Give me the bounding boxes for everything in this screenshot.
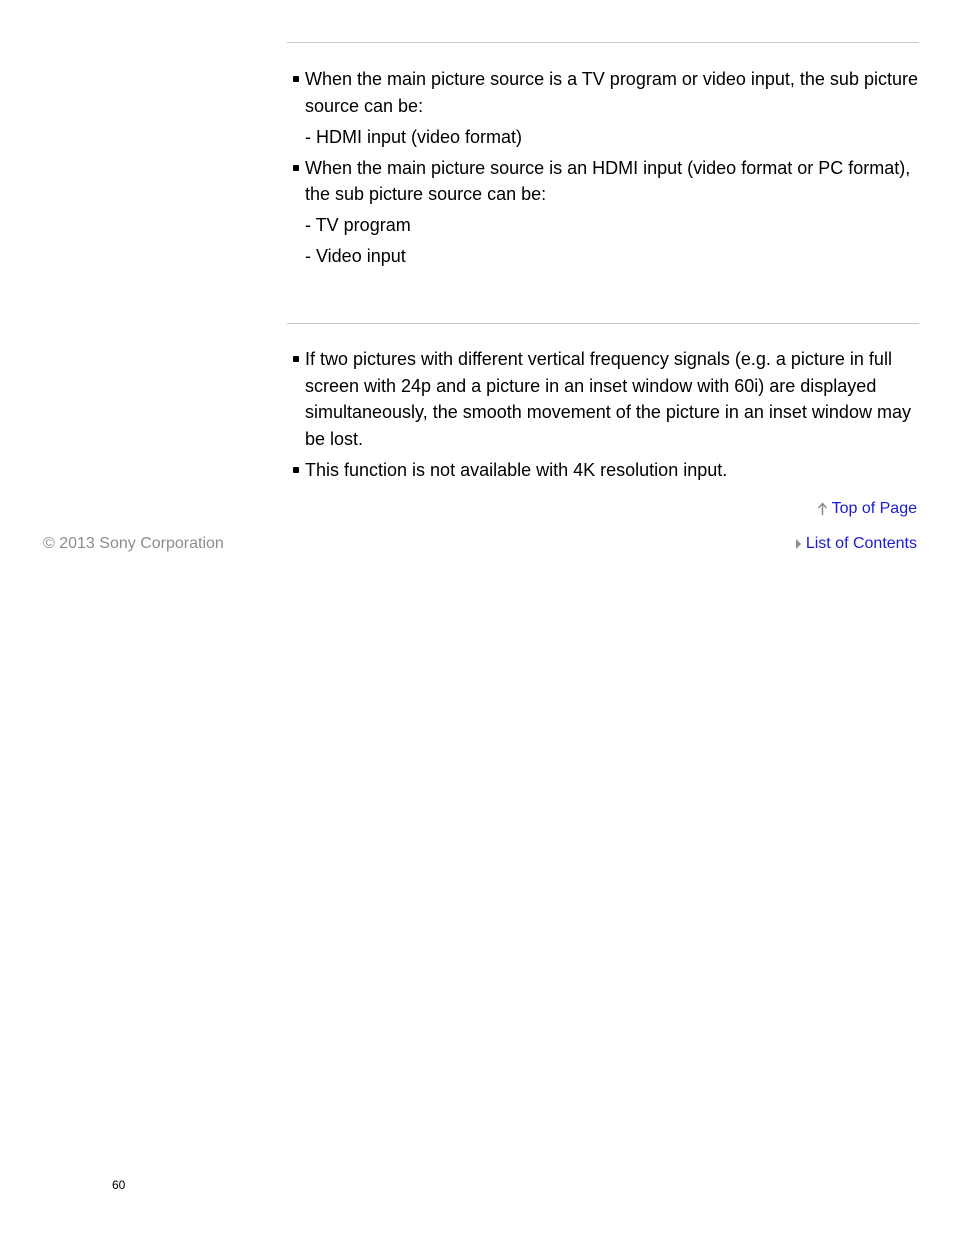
sub-list-item: - HDMI input (video format)	[305, 126, 523, 147]
list-item: When the main picture source is a TV program or video input, the sub picture source can be:	[287, 66, 919, 119]
page-number: 60	[112, 1178, 126, 1192]
list-of-contents-label[interactable]: List of Contents	[805, 535, 917, 552]
top-of-page-link[interactable]	[817, 499, 917, 519]
sub-list-item: - TV program	[305, 215, 411, 235]
right-triangle-icon	[795, 538, 802, 550]
list-item: When the main picture source is an HDMI input (video format or PC format), the sub picture source can be:	[287, 155, 919, 208]
copyright-text: © 2013 Sony Corporation	[43, 535, 224, 552]
top-of-page-label[interactable]: Top of Page	[831, 500, 917, 517]
list-item: This function is not available with 4K resolution input.	[287, 457, 919, 484]
bullet-icon	[293, 76, 299, 82]
list-of-contents-link[interactable]	[795, 534, 917, 554]
bullet-icon	[293, 467, 299, 473]
section-2-list	[287, 346, 919, 488]
section-1-list	[287, 66, 919, 274]
up-arrow-icon	[817, 502, 828, 516]
bullet-icon	[293, 356, 299, 362]
list-item: If two pictures with different vertical frequency signals (e.g. a picture in full screen with 24p and a picture in an inset window with 60i) are displayed simultaneously, the smooth movement of the picture in an inset window may be lost.	[287, 346, 919, 452]
section-divider-2	[287, 323, 919, 324]
section-divider-1	[287, 42, 919, 43]
sub-list-item: - Video input	[305, 246, 406, 266]
bullet-icon	[293, 165, 299, 171]
